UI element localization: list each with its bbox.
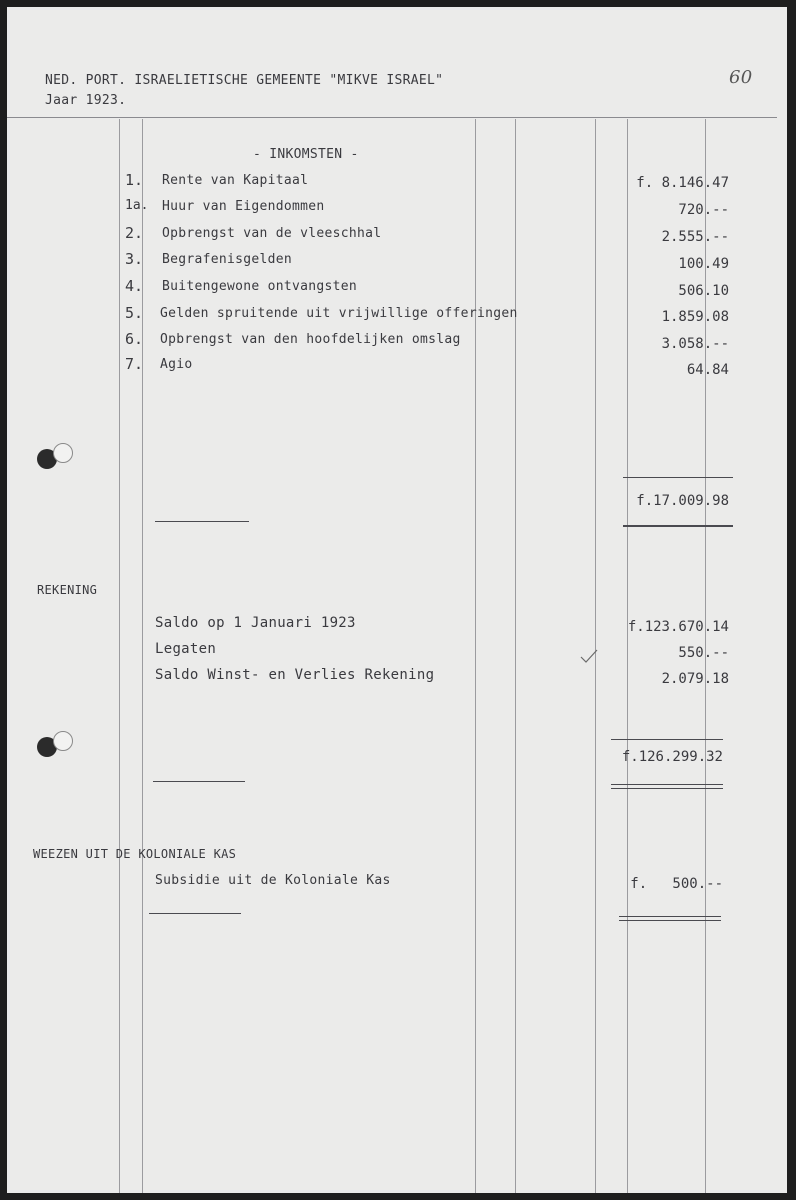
section-end-rule [149, 913, 241, 914]
row-number: 5. [125, 304, 144, 322]
row-amount: 3.058.-- [661, 336, 729, 352]
row-label: Buitengewone ontvangsten [162, 279, 358, 294]
column-rule [515, 119, 516, 1193]
row-number: 1. [125, 171, 144, 189]
row-number: 3. [125, 250, 144, 268]
row-amount: f.123.670.14 [627, 619, 729, 635]
inkomsten-total: f.17.009.98 [636, 493, 729, 509]
row-label: Opbrengst van den hoofdelijken omslag [160, 332, 461, 347]
punch-hole [53, 731, 73, 751]
row-amount: 2.555.-- [661, 229, 729, 245]
column-rule [475, 119, 476, 1193]
row-label: Opbrengst van de vleeschhal [162, 226, 382, 241]
header-rule [7, 117, 777, 118]
section-heading-weezen: WEEZEN UIT DE KOLONIALE KAS [33, 847, 237, 861]
row-label: Agio [160, 357, 193, 372]
section-end-rule [153, 781, 245, 782]
total-rule [611, 784, 723, 785]
row-amount: 64.84 [686, 362, 729, 378]
row-number: 1a. [125, 198, 149, 213]
row-label: Rente van Kapitaal [162, 173, 309, 188]
row-label: Gelden spruitende uit vrijwillige offeringen [160, 306, 518, 321]
page-number: 60 [729, 67, 753, 88]
organisation-title: NED. PORT. ISRAELIETISCHE GEMEENTE "MIKVE ISRAEL" [45, 73, 444, 88]
year-label: Jaar 1923. [45, 93, 127, 108]
row-amount: 550.-- [678, 645, 729, 661]
row-label: Subsidie uit de Koloniale Kas [155, 873, 391, 888]
row-amount: 720.-- [678, 202, 729, 218]
column-rule [627, 119, 628, 1193]
row-amount: f. 500.-- [630, 876, 723, 892]
row-amount: 100.49 [678, 256, 729, 272]
row-number: 6. [125, 330, 144, 348]
row-amount: 506.10 [678, 283, 729, 299]
ledger-page [7, 7, 787, 1193]
row-number: 2. [125, 224, 144, 242]
section-title-inkomsten: - INKOMSTEN - [253, 147, 359, 162]
total-rule [623, 525, 733, 527]
rekening-total: f.126.299.32 [621, 749, 723, 765]
row-label: Saldo op 1 Januari 1923 [155, 615, 356, 631]
punch-hole [53, 443, 73, 463]
column-rule [119, 119, 120, 1193]
check-mark-icon [579, 647, 599, 665]
total-rule [619, 916, 721, 917]
row-amount: f. 8.146.47 [636, 175, 729, 191]
row-amount: 1.859.08 [661, 309, 729, 325]
total-rule [619, 920, 721, 921]
row-number: 4. [125, 277, 144, 295]
section-heading-rekening: REKENING [37, 583, 98, 597]
section-end-rule [155, 521, 249, 522]
row-label: Begrafenisgelden [162, 252, 293, 267]
row-label: Saldo Winst- en Verlies Rekening [155, 667, 435, 683]
subtotal-rule [611, 739, 723, 740]
total-rule [611, 788, 723, 789]
row-label: Huur van Eigendommen [162, 199, 325, 214]
subtotal-rule [623, 477, 733, 478]
row-label: Legaten [155, 641, 217, 657]
row-number: 7. [125, 355, 144, 373]
row-amount: 2.079.18 [661, 671, 729, 687]
